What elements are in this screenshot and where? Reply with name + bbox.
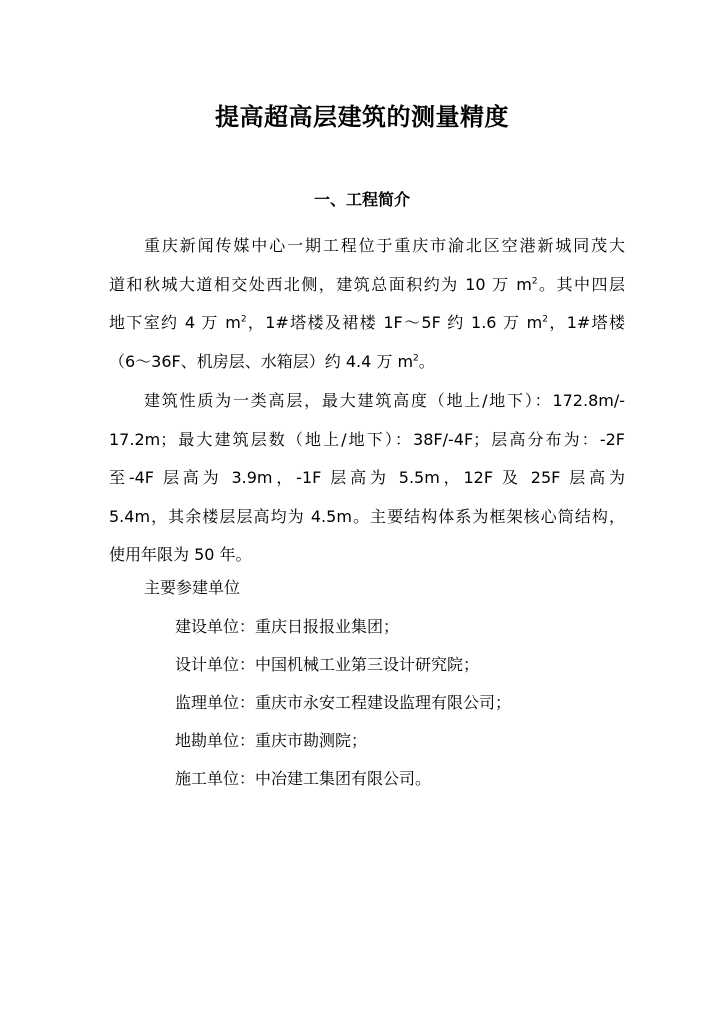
paragraph-line: 5.4m，其余楼层层高均为 4.5m。主要结构体系为框架核心筒结构， bbox=[109, 506, 625, 526]
superscript: 2 bbox=[531, 276, 538, 287]
paragraph-line: 建筑性质为一类高层，最大建筑高度（地上/地下）：172.8m/- bbox=[144, 391, 625, 410]
paragraph-line bbox=[109, 343, 625, 382]
text-run: 。其中四层 bbox=[537, 274, 625, 294]
text-run: 地下室约 4 万 m bbox=[109, 313, 241, 332]
section-heading-project-overview: 一、工程简介 bbox=[313, 190, 410, 209]
document-title: 提高超高层建筑的测量精度 bbox=[215, 103, 509, 131]
superscript: 2 bbox=[240, 314, 247, 325]
text-run: ，1#塔楼及裙楼 1F～5F 约 1.6 万 m bbox=[246, 313, 543, 332]
unit-construction-owner: 建设单位：重庆日报报业集团； bbox=[175, 617, 400, 636]
unit-design: 设计单位：中国机械工业第三设计研究院； bbox=[175, 655, 480, 674]
unit-supervision: 监理单位：重庆市永安工程建设监理有限公司； bbox=[175, 693, 512, 712]
paragraph-line bbox=[109, 304, 625, 343]
superscript: 2 bbox=[542, 314, 549, 325]
paragraph-building-properties bbox=[109, 382, 625, 575]
text-run: 道和秋城大道相交处西北侧，建筑总面积约为 10 万 m bbox=[109, 274, 532, 294]
text-run: （6～36F、机房层、水箱层）约 4.4 万 m bbox=[109, 351, 414, 371]
participating-units-heading: 主要参建单位 bbox=[144, 578, 241, 597]
unit-geological-survey: 地勘单位：重庆市勘测院； bbox=[175, 731, 368, 750]
paragraph-line: 使用年限为 50 年。 bbox=[109, 545, 252, 564]
paragraph-line bbox=[109, 266, 625, 305]
paragraph-line: 17.2m；最大建筑层数（地上/地下）：38F/-4F；层高分布为：-2F bbox=[109, 429, 625, 449]
text-run: 。 bbox=[418, 351, 435, 371]
superscript: 2 bbox=[413, 353, 419, 364]
text-run: ，1#塔楼 bbox=[548, 313, 625, 332]
paragraph-line: 重庆新闻传媒中心一期工程位于重庆市渝北区空港新城同茂大 bbox=[144, 236, 625, 255]
paragraph-line: 至-4F 层高为 3.9m，-1F 层高为 5.5m，12F 及 25F 层高为 bbox=[109, 468, 625, 487]
paragraph-project-location bbox=[109, 227, 625, 381]
unit-contractor: 施工单位：中冶建工集团有限公司。 bbox=[175, 769, 432, 788]
